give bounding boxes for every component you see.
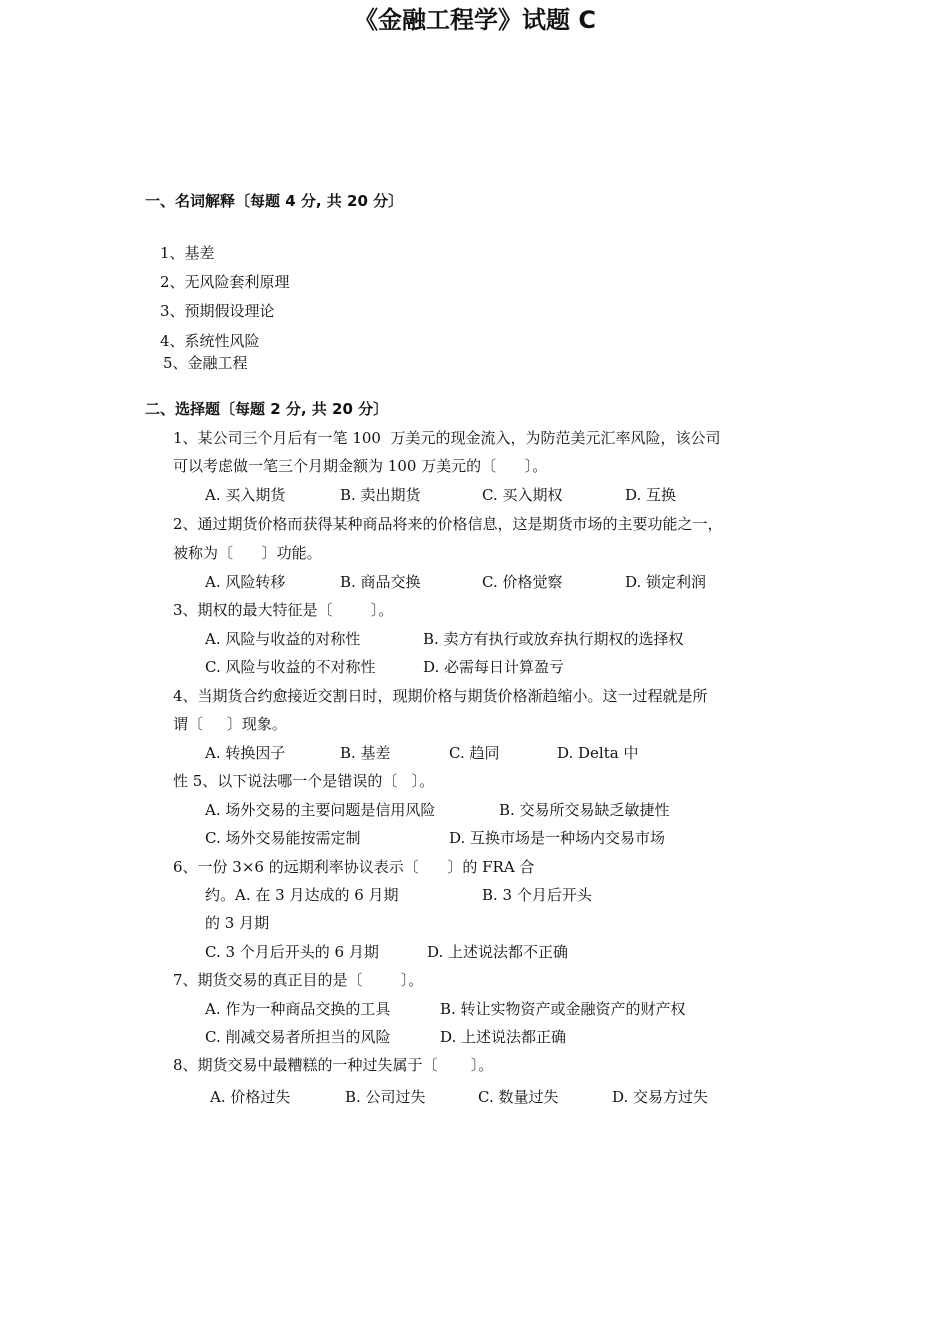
- q4-option-a: A. 转换因子: [205, 744, 286, 762]
- q3-option-a: A. 风险与收益的对称性: [205, 630, 361, 648]
- q7-option-d: D. 上述说法都正确: [440, 1028, 567, 1046]
- q4-option-b: B. 基差: [340, 744, 391, 762]
- q7-option-c: C. 削减交易者所担当的风险: [205, 1028, 391, 1046]
- q4-option-c: C. 趋同: [449, 744, 500, 762]
- term-item: 5、金融工程: [163, 354, 248, 372]
- q4-option-d: D. Delta 中: [557, 744, 639, 762]
- q6-option-c: C. 3 个月后开头的 6 月期: [205, 943, 379, 961]
- q6-option-d: D. 上述说法都不正确: [427, 943, 569, 961]
- term-item: 1、基差: [160, 244, 215, 262]
- question-8-text: 8、期货交易中最糟糕的一种过失属于〔 〕。: [173, 1056, 494, 1074]
- q8-option-a: A. 价格过失: [210, 1088, 291, 1106]
- q6-option-b-cont: 的 3 月期: [205, 914, 270, 932]
- question-3-text: 3、期权的最大特征是〔 〕。: [173, 601, 394, 619]
- q1-option-a: A. 买入期货: [205, 486, 286, 504]
- q2-option-a: A. 风险转移: [205, 573, 286, 591]
- q1-option-d: D. 互换: [625, 486, 677, 504]
- document-title: 《金融工程学》试题 C: [354, 6, 596, 34]
- q3-option-d: D. 必需每日计算盈亏: [423, 658, 565, 676]
- q3-option-b: B. 卖方有执行或放弃执行期权的选择权: [423, 630, 684, 648]
- term-item: 4、系统性风险: [160, 332, 260, 350]
- q2-option-b: B. 商品交换: [340, 573, 421, 591]
- question-4-text: 4、当期货合约愈接近交割日时，现期价格与期货价格渐趋缩小。这一过程就是所: [173, 687, 708, 705]
- q8-option-b: B. 公司过失: [345, 1088, 426, 1106]
- q6-option-b: B. 3 个月后开头: [482, 886, 592, 904]
- q5-option-a: A. 场外交易的主要问题是信用风险: [205, 801, 436, 819]
- question-7-text: 7、期货交易的真正目的是〔 〕。: [173, 971, 424, 989]
- q6-option-a: 约。A. 在 3 月达成的 6 月期: [205, 886, 399, 904]
- q5-option-c: C. 场外交易能按需定制: [205, 829, 361, 847]
- section1-heading: 一、名词解释〔每题 4 分, 共 20 分〕: [145, 192, 404, 210]
- term-item: 3、预期假设理论: [160, 302, 275, 320]
- q1-option-b: B. 卖出期货: [340, 486, 421, 504]
- question-2-text: 2、通过期货价格而获得某种商品将来的价格信息，这是期货市场的主要功能之一，: [173, 515, 723, 533]
- q2-option-c: C. 价格觉察: [482, 573, 563, 591]
- q8-option-d: D. 交易方过失: [612, 1088, 709, 1106]
- q7-option-a: A. 作为一种商品交换的工具: [205, 1000, 391, 1018]
- q2-option-d: D. 锁定利润: [625, 573, 707, 591]
- q3-option-c: C. 风险与收益的不对称性: [205, 658, 376, 676]
- q8-option-c: C. 数量过失: [478, 1088, 559, 1106]
- question-1-text: 1、某公司三个月后有一笔 100 万美元的现金流入，为防范美元汇率风险，该公司: [173, 429, 721, 447]
- q5-option-d: D. 互换市场是一种场内交易市场: [449, 829, 666, 847]
- section2-heading: 二、选择题〔每题 2 分, 共 20 分〕: [145, 400, 389, 418]
- q5-option-b: B. 交易所交易缺乏敏捷性: [499, 801, 670, 819]
- q1-option-c: C. 买入期权: [482, 486, 563, 504]
- q7-option-b: B. 转让实物资产或金融资产的财产权: [440, 1000, 686, 1018]
- term-item: 2、无风险套利原理: [160, 273, 290, 291]
- question-1-text: 可以考虑做一笔三个月期金额为 100 万美元的〔 〕。: [173, 457, 548, 475]
- question-5-text: 性 5、以下说法哪一个是错误的〔 〕。: [173, 772, 435, 790]
- question-4-text: 谓〔 〕现象。: [173, 715, 287, 733]
- question-2-text: 被称为〔 〕功能。: [173, 544, 322, 562]
- question-6-text: 6、一份 3×6 的远期利率协议表示〔 〕的 FRA 合: [173, 858, 535, 876]
